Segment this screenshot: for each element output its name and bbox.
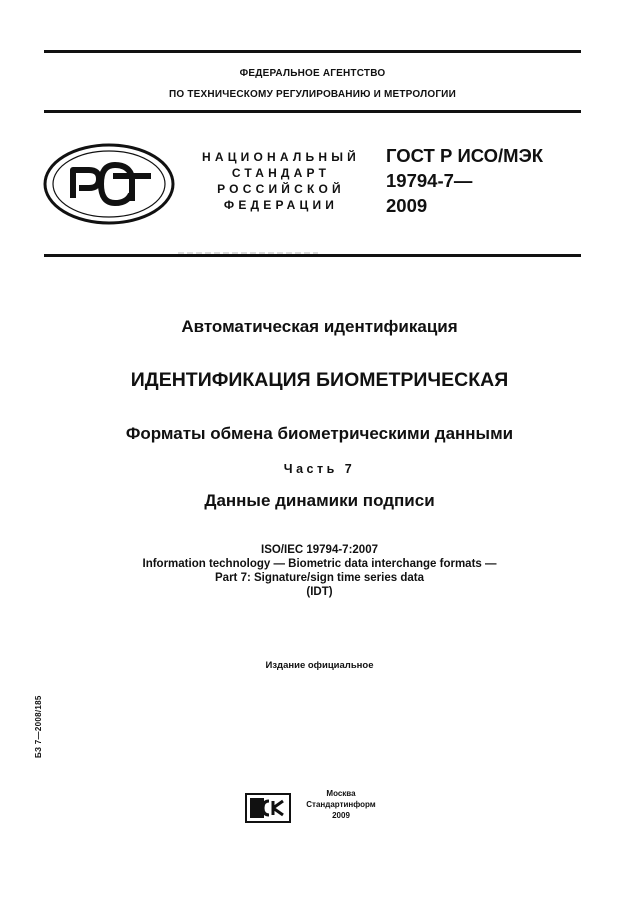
iso-title-line-1: Information technology — Biometric data interchange formats —: [142, 558, 497, 570]
agency-line-1: ФЕДЕРАЛЬНОЕ АГЕНТСТВО: [239, 68, 386, 79]
national-line-2: СТАНДАРТ: [231, 166, 331, 180]
gost-line-2: 19794-7—: [386, 170, 473, 191]
iso-title-line-2: Part 7: Signature/sign time series data: [215, 572, 424, 584]
iso-reference: ISO/IEC 19794-7:2007: [261, 544, 378, 556]
side-code: БЗ 7—2008/185: [34, 695, 43, 758]
national-line-4: ФЕДЕРАЦИИ: [223, 198, 339, 212]
national-standard-block: [192, 149, 370, 213]
publisher-year: 2009: [332, 811, 350, 820]
header-rule: [44, 110, 581, 113]
national-line-1: НАЦИОНАЛЬНЫЙ: [201, 150, 361, 164]
title-line-3: Форматы обмена биометрическими данными: [125, 424, 514, 443]
title-line-1: Автоматическая идентификация: [181, 317, 458, 336]
standard-rule: [44, 254, 581, 257]
gost-line-3: 2009: [386, 195, 428, 216]
standartinform-logo-icon: [245, 793, 291, 823]
agency-line-2: ПО ТЕХНИЧЕСКОМУ РЕГУЛИРОВАНИЮ И МЕТРОЛОГИИ: [169, 89, 456, 100]
part-label: Часть 7: [283, 462, 356, 476]
gost-designation: [386, 143, 586, 218]
rst-certification-mark-icon: [43, 143, 175, 225]
publisher-block: [296, 788, 386, 821]
national-line-3: РОССИЙСКОЙ: [217, 182, 345, 196]
title-line-2: ИДЕНТИФИКАЦИЯ БИОМЕТРИЧЕСКАЯ: [130, 369, 509, 391]
iso-idt: (IDT): [306, 586, 333, 598]
publisher-city: Москва: [326, 789, 356, 798]
top-rule: [44, 50, 581, 53]
title-line-5: Данные динамики подписи: [204, 491, 435, 510]
gost-line-1: ГОСТ Р ИСО/МЭК: [386, 145, 544, 166]
publisher-name: Стандартинформ: [306, 800, 376, 809]
edition-label: Издание официальное: [265, 660, 374, 671]
